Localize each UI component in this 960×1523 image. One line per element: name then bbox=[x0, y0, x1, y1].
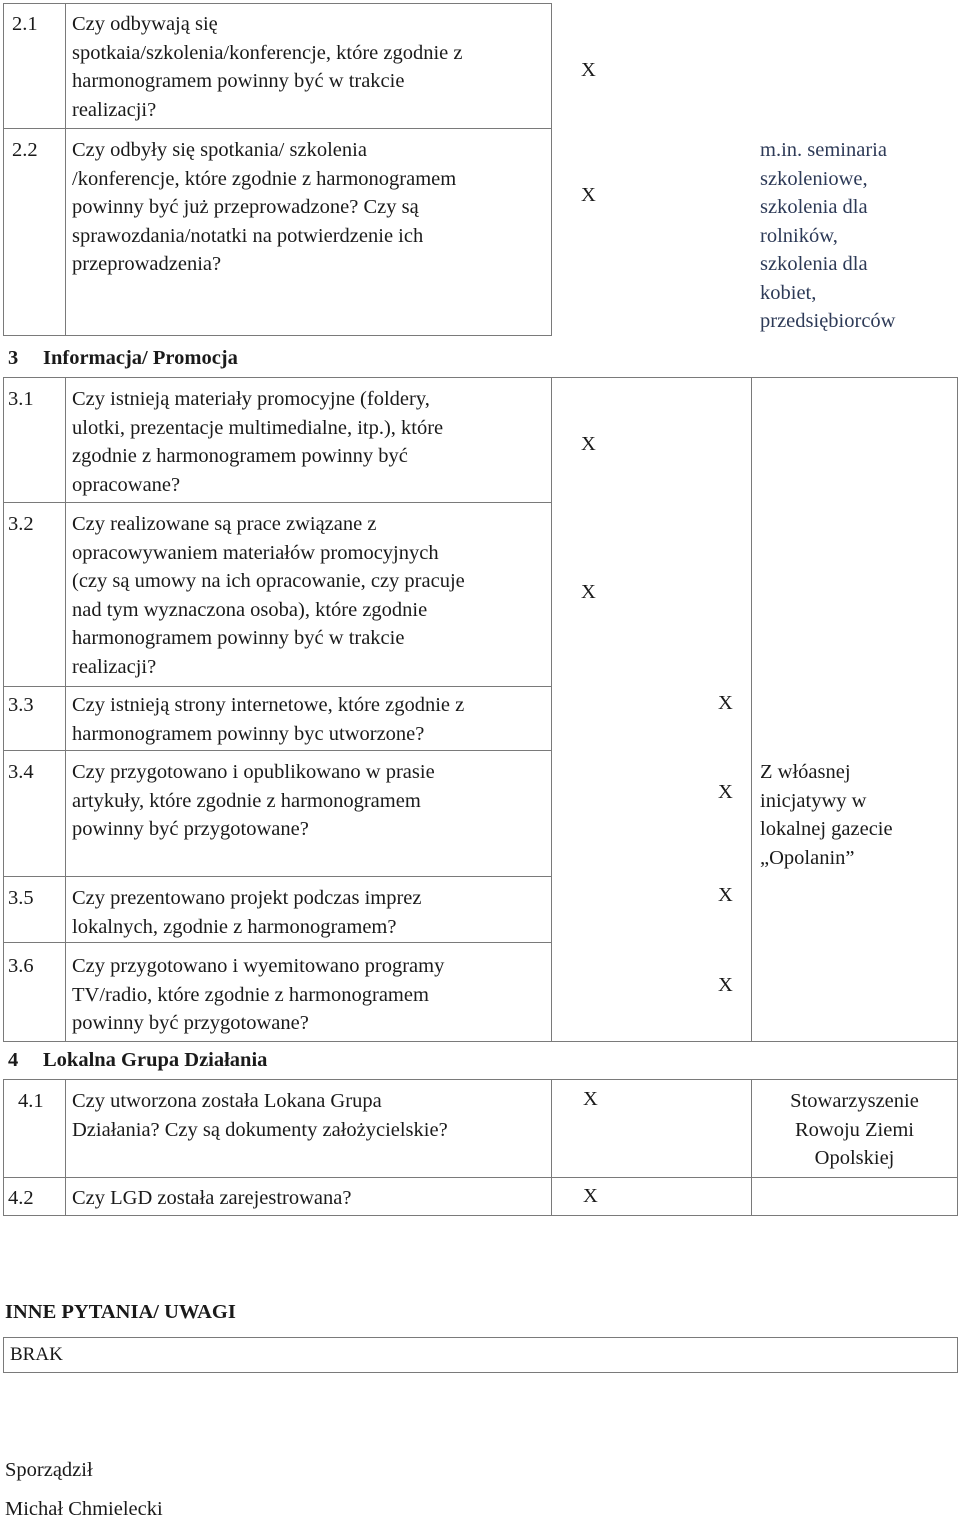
section-number: 4 bbox=[8, 1049, 19, 1071]
question-text: Czy odbywają się spotkaia/szkolenia/konferencje, które zgodnie z harmonogramem powinny być w trakcie realizacji? bbox=[72, 13, 463, 121]
checkbox-mark: X bbox=[583, 1185, 598, 1207]
row-note: m.in. seminaria szkoleniowe, szkolenia dla rolników, szkolenia dla kobiet, przedsiębiorców bbox=[760, 139, 896, 332]
row-number: 3.2 bbox=[8, 513, 34, 535]
checkbox-mark: X bbox=[583, 1088, 598, 1110]
question-text: Czy przygotowano i wyemitowano programy TV/radio, które zgodnie z harmonogramem powinny być przygotowane? bbox=[72, 955, 445, 1034]
checkbox-mark: X bbox=[718, 692, 733, 714]
question-text: Czy utworzona została Lokana Grupa Działania? Czy są dokumenty założycielskie? bbox=[72, 1090, 448, 1141]
checkbox-mark: X bbox=[718, 884, 733, 906]
row-number: 3.1 bbox=[8, 388, 34, 410]
question-text: Czy prezentowano projekt podczas imprez lokalnych, zgodnie z harmonogramem? bbox=[72, 887, 422, 938]
question-text: Czy przygotowano i opublikowano w prasie artykuły, które zgodnie z harmonogramem powinny być przygotowane? bbox=[72, 761, 435, 840]
section-number: 3 bbox=[8, 347, 19, 369]
row-number: 3.5 bbox=[8, 887, 34, 909]
question-text: Czy odbyły się spotkania/ szkolenia /konferencje, które zgodnie z harmonogramem powinny być już przeprowadzone? Czy są sprawozdania/notatki na potwierdzenie ich przeprowadzenia? bbox=[72, 139, 457, 275]
section-title: Informacja/ Promocja bbox=[43, 347, 238, 369]
checkbox-mark: X bbox=[581, 433, 596, 455]
checkbox-mark: X bbox=[581, 184, 596, 206]
row-number: 3.4 bbox=[8, 761, 34, 783]
prepared-by-name: Michał Chmielecki bbox=[5, 1498, 163, 1520]
prepared-by-label: Sporządził bbox=[5, 1459, 93, 1481]
row-number: 4.1 bbox=[18, 1090, 44, 1112]
row-number: 2.1 bbox=[12, 13, 38, 35]
checkbox-mark: X bbox=[718, 781, 733, 803]
other-questions-heading: INNE PYTANIA/ UWAGI bbox=[5, 1301, 236, 1323]
question-text: Czy realizowane są prace związane z opracowywaniem materiałów promocyjnych (czy są umowy na ich opracowanie, czy pracuje nad tym wyznaczona osoba), które zgodnie harmonogramem powinny być w trakcie realizacji? bbox=[72, 513, 465, 678]
question-text: Czy istnieją strony internetowe, które zgodnie z harmonogramem powinny byc utworzone? bbox=[72, 694, 465, 745]
checkbox-mark: X bbox=[581, 581, 596, 603]
row-note: Stowarzyszenie Rowoju Ziemi Opolskiej bbox=[790, 1090, 919, 1169]
question-text: Czy istnieją materiały promocyjne (foldery, ulotki, prezentacje multimedialne, itp.), które zgodnie z harmonogramem powinny być opracowane? bbox=[72, 388, 444, 496]
row-note: Z włóasnej inicjatywy w lokalnej gazecie „Opolanin” bbox=[760, 761, 893, 869]
checkbox-mark: X bbox=[718, 974, 733, 996]
row-number: 3.6 bbox=[8, 955, 34, 977]
section-title: Lokalna Grupa Działania bbox=[43, 1049, 268, 1071]
checkbox-mark: X bbox=[581, 59, 596, 81]
row-number: 2.2 bbox=[12, 139, 38, 161]
other-questions-answer: BRAK bbox=[10, 1344, 63, 1365]
row-number: 3.3 bbox=[8, 694, 34, 716]
row-number: 4.2 bbox=[8, 1187, 34, 1209]
question-text: Czy LGD została zarejestrowana? bbox=[72, 1187, 352, 1209]
